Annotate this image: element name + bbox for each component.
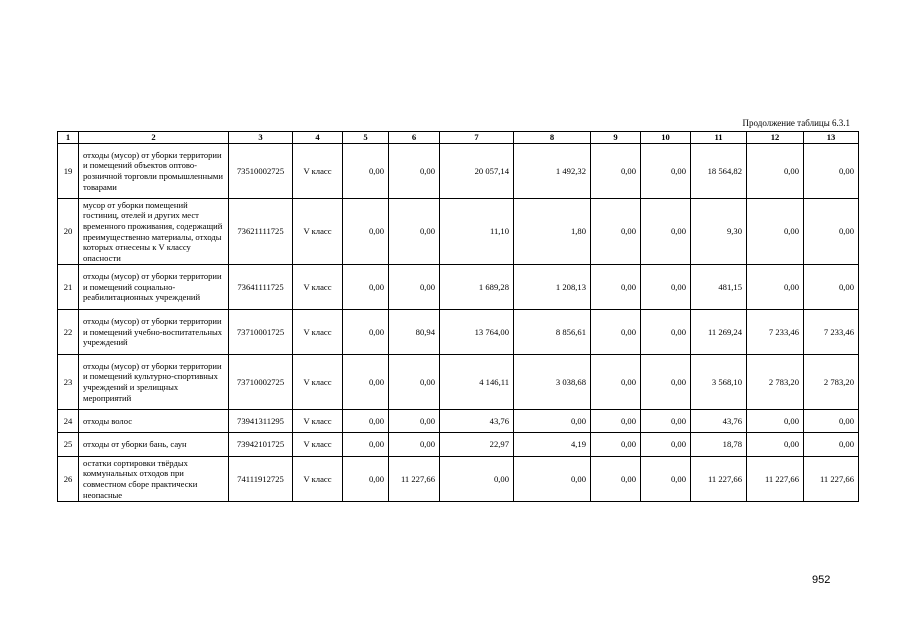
- value-cell: 11 227,66: [389, 457, 440, 502]
- value-cell: 11,10: [440, 199, 514, 265]
- value-cell: 0,00: [641, 410, 691, 433]
- column-header: 8: [514, 132, 591, 144]
- value-cell: 11 227,66: [804, 457, 859, 502]
- value-cell: 1,80: [514, 199, 591, 265]
- fkko-code: 73641111725: [229, 265, 293, 310]
- value-cell: 0,00: [343, 199, 389, 265]
- value-cell: 0,00: [747, 265, 804, 310]
- table-row: [58, 265, 859, 310]
- table-row: [58, 310, 859, 355]
- value-cell: 0,00: [804, 144, 859, 199]
- fkko-code: 73942101725: [229, 433, 293, 457]
- waste-name: отходы (мусор) от уборки территории и помещений культурно-спортивных учреждений и зрелищных мероприятий: [79, 355, 229, 410]
- fkko-code: 73710002725: [229, 355, 293, 410]
- row-number: 26: [58, 457, 79, 502]
- value-cell: 3 038,68: [514, 355, 591, 410]
- waste-table: [57, 131, 859, 502]
- value-cell: 0,00: [389, 199, 440, 265]
- value-cell: 7 233,46: [747, 310, 804, 355]
- value-cell: 0,00: [514, 410, 591, 433]
- value-cell: 1 492,32: [514, 144, 591, 199]
- column-header: 6: [389, 132, 440, 144]
- value-cell: 0,00: [389, 433, 440, 457]
- value-cell: 0,00: [641, 355, 691, 410]
- value-cell: 0,00: [804, 199, 859, 265]
- value-cell: 0,00: [747, 199, 804, 265]
- value-cell: 0,00: [747, 410, 804, 433]
- column-header: 10: [641, 132, 691, 144]
- value-cell: 0,00: [389, 410, 440, 433]
- table-header-row: [58, 132, 859, 144]
- value-cell: 0,00: [440, 457, 514, 502]
- row-number: 23: [58, 355, 79, 410]
- value-cell: 0,00: [591, 355, 641, 410]
- hazard-class: V класс: [293, 410, 343, 433]
- value-cell: 9,30: [691, 199, 747, 265]
- hazard-class: V класс: [293, 433, 343, 457]
- column-header: 12: [747, 132, 804, 144]
- row-number: 24: [58, 410, 79, 433]
- fkko-code: 73621111725: [229, 199, 293, 265]
- row-number: 22: [58, 310, 79, 355]
- value-cell: 13 764,00: [440, 310, 514, 355]
- value-cell: 0,00: [343, 433, 389, 457]
- value-cell: 0,00: [641, 457, 691, 502]
- waste-name: отходы (мусор) от уборки территории и помещений социально-реабилитационных учреждений: [79, 265, 229, 310]
- hazard-class: V класс: [293, 144, 343, 199]
- row-number: 25: [58, 433, 79, 457]
- value-cell: 2 783,20: [747, 355, 804, 410]
- value-cell: 0,00: [804, 433, 859, 457]
- value-cell: 0,00: [641, 310, 691, 355]
- waste-name: мусор от уборки помещений гостиниц, отелей и других мест временного проживания, содержащий преимущественно материалы, отходы которых отнесены к V классу опасности: [79, 199, 229, 265]
- column-header: 11: [691, 132, 747, 144]
- table-row: [58, 433, 859, 457]
- table-row: [58, 199, 859, 265]
- hazard-class: V класс: [293, 355, 343, 410]
- value-cell: 43,76: [440, 410, 514, 433]
- fkko-code: 73941311295: [229, 410, 293, 433]
- value-cell: 0,00: [591, 265, 641, 310]
- hazard-class: V класс: [293, 457, 343, 502]
- waste-name: отходы волос: [79, 410, 229, 433]
- value-cell: 22,97: [440, 433, 514, 457]
- value-cell: 80,94: [389, 310, 440, 355]
- column-header: 7: [440, 132, 514, 144]
- value-cell: 18 564,82: [691, 144, 747, 199]
- value-cell: 11 227,66: [747, 457, 804, 502]
- value-cell: 0,00: [343, 410, 389, 433]
- value-cell: 11 269,24: [691, 310, 747, 355]
- column-header: 2: [79, 132, 229, 144]
- value-cell: 0,00: [804, 410, 859, 433]
- value-cell: 0,00: [641, 199, 691, 265]
- waste-name: отходы (мусор) от уборки территории и помещений учебно-воспитательных учреждений: [79, 310, 229, 355]
- column-header: 5: [343, 132, 389, 144]
- value-cell: 0,00: [389, 355, 440, 410]
- value-cell: 0,00: [343, 457, 389, 502]
- table-caption: Продолжение таблицы 6.3.1: [742, 118, 850, 128]
- column-header: 3: [229, 132, 293, 144]
- table-row: [58, 457, 859, 502]
- value-cell: 1 208,13: [514, 265, 591, 310]
- row-number: 21: [58, 265, 79, 310]
- value-cell: 481,15: [691, 265, 747, 310]
- value-cell: 0,00: [591, 410, 641, 433]
- value-cell: 7 233,46: [804, 310, 859, 355]
- value-cell: 4,19: [514, 433, 591, 457]
- value-cell: 4 146,11: [440, 355, 514, 410]
- column-header: 1: [58, 132, 79, 144]
- row-number: 20: [58, 199, 79, 265]
- value-cell: 0,00: [641, 433, 691, 457]
- value-cell: 0,00: [591, 144, 641, 199]
- value-cell: 0,00: [591, 457, 641, 502]
- value-cell: 0,00: [514, 457, 591, 502]
- value-cell: 0,00: [641, 144, 691, 199]
- value-cell: 0,00: [747, 144, 804, 199]
- value-cell: 0,00: [343, 355, 389, 410]
- value-cell: 0,00: [389, 265, 440, 310]
- row-number: 19: [58, 144, 79, 199]
- fkko-code: 74111912725: [229, 457, 293, 502]
- value-cell: 3 568,10: [691, 355, 747, 410]
- column-header: 9: [591, 132, 641, 144]
- value-cell: 0,00: [591, 310, 641, 355]
- value-cell: 1 689,28: [440, 265, 514, 310]
- value-cell: 0,00: [641, 265, 691, 310]
- fkko-code: 73510002725: [229, 144, 293, 199]
- table-row: [58, 355, 859, 410]
- table-row: [58, 144, 859, 199]
- value-cell: 2 783,20: [804, 355, 859, 410]
- value-cell: 18,78: [691, 433, 747, 457]
- value-cell: 0,00: [591, 199, 641, 265]
- fkko-code: 73710001725: [229, 310, 293, 355]
- value-cell: 0,00: [591, 433, 641, 457]
- column-header: 13: [804, 132, 859, 144]
- waste-name: отходы от уборки бань, саун: [79, 433, 229, 457]
- value-cell: 0,00: [343, 310, 389, 355]
- value-cell: 0,00: [343, 144, 389, 199]
- hazard-class: V класс: [293, 199, 343, 265]
- table-row: [58, 410, 859, 433]
- value-cell: 8 856,61: [514, 310, 591, 355]
- hazard-class: V класс: [293, 265, 343, 310]
- hazard-class: V класс: [293, 310, 343, 355]
- value-cell: 0,00: [747, 433, 804, 457]
- value-cell: 11 227,66: [691, 457, 747, 502]
- value-cell: 43,76: [691, 410, 747, 433]
- value-cell: 0,00: [389, 144, 440, 199]
- value-cell: 0,00: [804, 265, 859, 310]
- value-cell: 0,00: [343, 265, 389, 310]
- value-cell: 20 057,14: [440, 144, 514, 199]
- waste-name: остатки сортировки твёрдых коммунальных отходов при совместном сборе практически неопасные: [79, 457, 229, 502]
- column-header: 4: [293, 132, 343, 144]
- waste-name: отходы (мусор) от уборки территории и помещений объектов оптово-розничной торговли промышленными товарами: [79, 144, 229, 199]
- page-number: 952: [812, 574, 831, 586]
